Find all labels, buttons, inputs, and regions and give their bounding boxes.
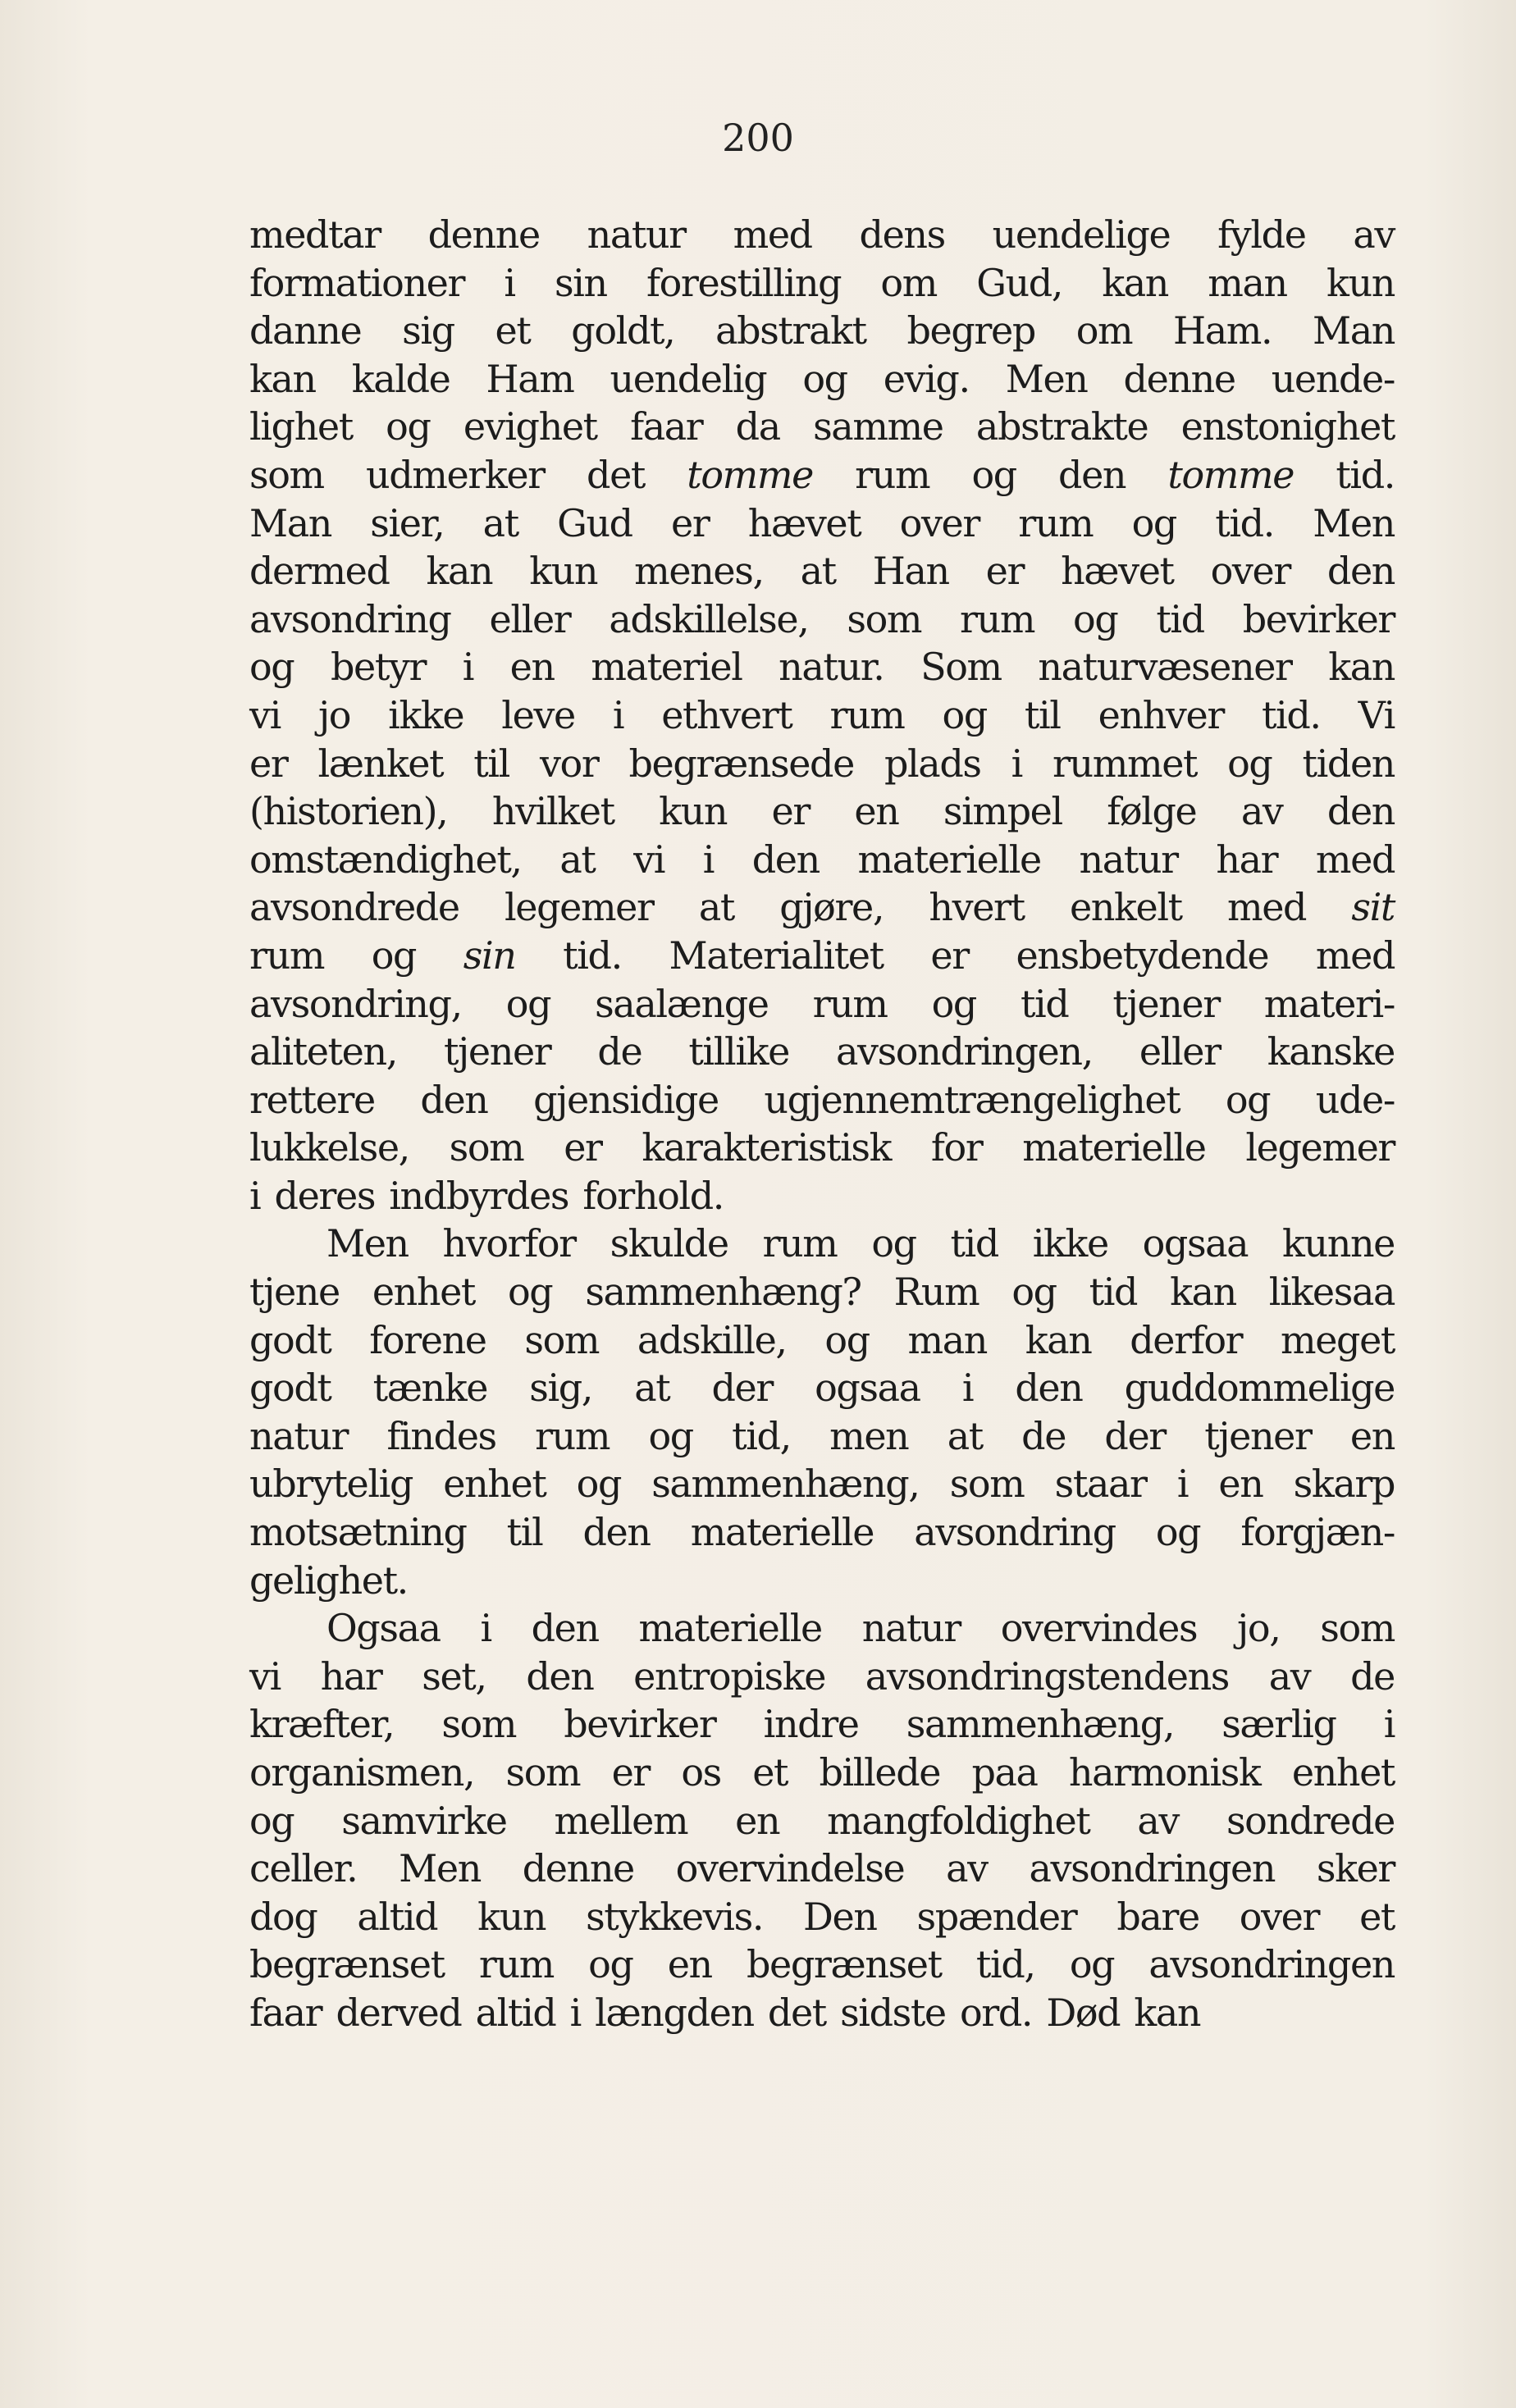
text-line: [249, 1364, 1395, 1412]
text-segment: kan kalde Ham uendelig og evig. Men denne uende-: [249, 356, 1395, 401]
text-segment: (historien), hvilket kun er en simpel følge av den: [249, 789, 1395, 834]
text-line: [249, 499, 1395, 548]
text-segment: rettere den gjensidige ugjennemtrængelighet og ude-: [249, 1077, 1395, 1122]
page-number: 200: [722, 116, 794, 160]
text-segment: avsondrede legemer at gjøre, hvert enkelt med: [249, 885, 1352, 930]
paragraph: [249, 1220, 1395, 1604]
text-segment: tid.: [1294, 452, 1395, 497]
text-segment: Men hvorfor skulde rum og tid ikke ogsaa kunne: [326, 1221, 1395, 1266]
text-segment: kræfter, som bevirker indre sammenhæng, særlig i: [249, 1702, 1395, 1747]
text-line: [249, 1749, 1395, 1797]
text-segment: dog altid kun stykkevis. Den spænder bare over et: [249, 1894, 1395, 1939]
text-segment: godt tænke sig, at der ogsaa i den guddommelige: [249, 1366, 1395, 1411]
text-line: [249, 1604, 1395, 1653]
text-line: [249, 1124, 1395, 1172]
text-line: [249, 1316, 1395, 1365]
text-segment: rum og den: [812, 452, 1168, 497]
paragraph: [249, 211, 1395, 1220]
text-segment: avsondring eller adskillelse, som rum og tid bevirker: [249, 596, 1395, 641]
text-segment: vi har set, den entropiske avsondringstendens av de: [249, 1653, 1395, 1699]
text-line: [249, 1172, 1395, 1220]
text-line: [249, 1412, 1395, 1461]
text-line: [249, 643, 1395, 691]
text-segment: lukkelse, som er karakteristisk for materielle legemer: [249, 1125, 1395, 1170]
text-line: [249, 451, 1395, 499]
emphasized-text: sit: [1351, 885, 1395, 930]
text-segment: og samvirke mellem en mangfoldighet av sondrede: [249, 1798, 1395, 1843]
text-segment: avsondring, og saalænge rum og tid tjener materi-: [249, 981, 1395, 1026]
text-line: [249, 1941, 1395, 1989]
text-segment: ubrytelig enhet og sammenhæng, som staar i en skarp: [249, 1462, 1395, 1507]
text-line: [249, 740, 1395, 788]
text-line: [249, 1797, 1395, 1845]
text-line: [249, 307, 1395, 355]
text-segment: natur findes rum og tid, men at de der tjener en: [249, 1413, 1395, 1458]
text-line: [249, 1845, 1395, 1893]
emphasized-text: tomme: [687, 452, 813, 497]
text-segment: tid. Materialitet er ensbetydende med: [515, 933, 1395, 978]
text-segment: i deres indbyrdes forhold.: [249, 1173, 724, 1218]
text-line: [249, 883, 1395, 932]
text-line: [249, 1460, 1395, 1508]
text-line: [249, 1508, 1395, 1557]
text-segment: motsætning til den materielle avsondring og forgjæn-: [249, 1510, 1395, 1555]
body-text: [249, 211, 1395, 2037]
text-line: [249, 1028, 1395, 1076]
text-segment: som udmerker det: [249, 452, 687, 497]
paragraph: [249, 1604, 1395, 2036]
text-segment: omstændighet, at vi i den materielle natur har med: [249, 837, 1395, 882]
text-segment: godt forene som adskille, og man kan derfor meget: [249, 1317, 1395, 1362]
text-segment: rum og: [249, 933, 463, 978]
text-segment: Ogsaa i den materielle natur overvindes jo, som: [326, 1606, 1395, 1651]
text-line: [249, 691, 1395, 740]
text-line: [249, 1653, 1395, 1701]
text-line: [249, 932, 1395, 980]
text-line: [249, 1989, 1395, 2037]
text-segment: faar derved altid i længden det sidste ord. Død kan: [249, 1990, 1201, 2035]
text-segment: Man sier, at Gud er hævet over rum og tid. Men: [249, 500, 1395, 545]
text-line: [249, 1268, 1395, 1316]
text-segment: gelighet.: [249, 1557, 408, 1603]
text-line: [249, 1893, 1395, 1941]
text-line: [249, 787, 1395, 836]
text-line: [249, 403, 1395, 451]
text-segment: danne sig et goldt, abstrakt begrep om Ham. Man: [249, 308, 1395, 353]
text-segment: begrænset rum og en begrænset tid, og avsondringen: [249, 1942, 1395, 1987]
emphasized-text: tomme: [1167, 452, 1295, 497]
emphasized-text: sin: [463, 933, 516, 978]
text-segment: medtar denne natur med dens uendelige fylde av: [249, 212, 1395, 257]
text-segment: og betyr i en materiel natur. Som naturvæsener kan: [249, 645, 1395, 690]
text-line: [249, 211, 1395, 259]
text-segment: lighet og evighet faar da samme abstrakte enstonighet: [249, 404, 1395, 449]
text-line: [249, 355, 1395, 404]
text-line: [249, 1220, 1395, 1268]
text-segment: dermed kan kun menes, at Han er hævet over den: [249, 549, 1395, 594]
text-segment: vi jo ikke leve i ethvert rum og til enhver tid. Vi: [249, 692, 1395, 737]
text-segment: organismen, som er os et billede paa harmonisk enhet: [249, 1750, 1395, 1795]
text-line: [249, 547, 1395, 595]
text-line: [249, 1557, 1395, 1605]
text-line: [249, 259, 1395, 308]
text-segment: aliteten, tjener de tillike avsondringen, eller kanske: [249, 1029, 1395, 1074]
text-line: [249, 595, 1395, 644]
text-segment: er lænket til vor begrænsede plads i rummet og tiden: [249, 741, 1395, 786]
text-line: [249, 980, 1395, 1028]
text-segment: celler. Men denne overvindelse av avsondringen sker: [249, 1846, 1395, 1891]
text-line: [249, 1700, 1395, 1749]
text-line: [249, 1076, 1395, 1124]
text-segment: tjene enhet og sammenhæng? Rum og tid kan likesaa: [249, 1270, 1395, 1315]
text-line: [249, 836, 1395, 884]
text-segment: formationer i sin forestilling om Gud, kan man kun: [249, 260, 1395, 305]
